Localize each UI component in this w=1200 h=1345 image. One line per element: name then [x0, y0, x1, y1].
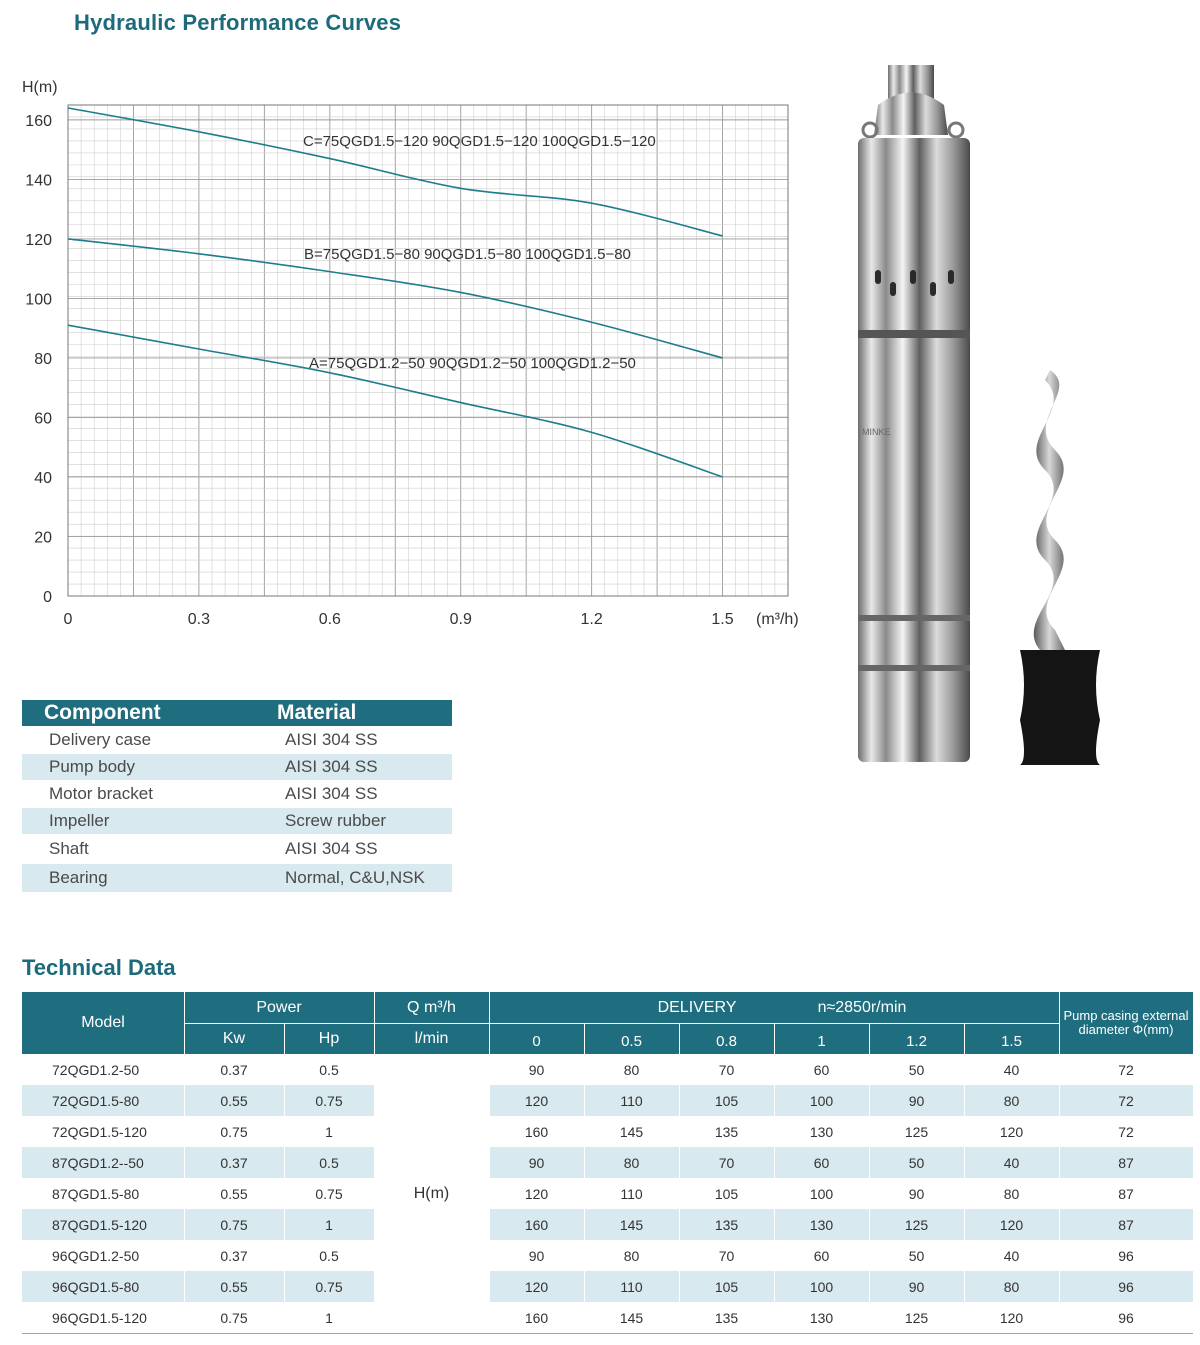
head-value-cell: 100: [809, 1092, 834, 1109]
y-tick-label: 20: [34, 529, 52, 547]
head-value-cell: 80: [1003, 1278, 1020, 1295]
material-row: [22, 726, 452, 754]
pump-ring: [858, 665, 970, 671]
materials-table: [22, 700, 452, 892]
head-value-cell: 120: [524, 1185, 549, 1202]
flow-header: 0.5: [621, 1032, 642, 1050]
kw-cell: 0.75: [220, 1123, 248, 1140]
kw-cell: 0.37: [220, 1154, 248, 1171]
diameter-cell: 96: [1118, 1309, 1134, 1326]
head-value-cell: 105: [714, 1092, 739, 1109]
pump-brand-label: MINKE: [862, 427, 891, 437]
x-axis-label: (m³/h): [756, 611, 799, 628]
head-value-cell: 145: [619, 1123, 644, 1140]
kw-cell: 0.37: [220, 1061, 248, 1078]
head-value-cell: 135: [714, 1309, 739, 1326]
table-row: [22, 1302, 1193, 1333]
head-value-cell: 160: [524, 1309, 549, 1326]
rubber-stator: [1020, 650, 1100, 765]
kw-cell: 0.75: [220, 1309, 248, 1326]
delivery-header: DELIVERY: [657, 999, 737, 1016]
chart-grid: [68, 105, 788, 596]
head-value-cell: 40: [1003, 1154, 1020, 1171]
material-row: [22, 754, 452, 780]
head-value-cell: 80: [623, 1154, 640, 1171]
lifting-eye-right: [949, 123, 963, 137]
power-header: Power: [256, 999, 302, 1016]
flow-header: 0: [532, 1032, 541, 1050]
component-header: Component: [44, 701, 161, 724]
pump-ring: [858, 330, 970, 338]
hp-cell: 0.75: [315, 1278, 343, 1295]
hp-cell: 0.75: [315, 1092, 343, 1109]
head-value-cell: 80: [623, 1247, 640, 1264]
diameter-cell: 72: [1118, 1092, 1134, 1109]
y-tick-label: 0: [43, 589, 52, 606]
head-value-cell: 110: [620, 1092, 643, 1109]
material-row: [22, 808, 452, 834]
head-value-cell: 130: [809, 1216, 834, 1233]
head-value-cell: 120: [524, 1278, 549, 1295]
model-cell: 72QGD1.5-80: [52, 1092, 140, 1109]
x-tick-label: 0.9: [449, 611, 472, 628]
speed-header: n≈2850r/min: [817, 999, 907, 1016]
model-cell: 87QGD1.2--50: [52, 1154, 144, 1171]
model-cell: 96QGD1.5-80: [52, 1278, 140, 1295]
diameter-cell: 72: [1118, 1123, 1134, 1140]
head-value-cell: 110: [620, 1185, 643, 1202]
table-row: [22, 1147, 1193, 1178]
head-value-cell: 50: [908, 1247, 925, 1264]
model-cell: 72QGD1.5-120: [52, 1123, 147, 1140]
y-tick-label: 80: [34, 350, 52, 368]
head-value-cell: 90: [908, 1092, 925, 1109]
flow-header: 1.2: [906, 1032, 927, 1050]
hp-cell: 0.5: [319, 1154, 339, 1171]
head-value-cell: 60: [813, 1154, 830, 1171]
x-tick-label: 1.5: [711, 611, 734, 628]
head-value-cell: 120: [524, 1092, 549, 1109]
component-cell: Motor bracket: [49, 784, 153, 803]
head-value-cell: 80: [1003, 1092, 1020, 1109]
y-tick-label: 40: [34, 469, 52, 487]
diameter-cell: 72: [1118, 1061, 1134, 1078]
table-row: [22, 1085, 1193, 1116]
head-value-cell: 145: [619, 1309, 644, 1326]
head-value-cell: 60: [813, 1061, 830, 1078]
component-cell: Pump body: [49, 757, 135, 776]
hp-cell: 0.75: [315, 1185, 343, 1202]
component-cell: Shaft: [49, 839, 89, 858]
table-row: [22, 1178, 1193, 1209]
head-value-cell: 90: [528, 1154, 545, 1171]
head-value-cell: 160: [524, 1123, 549, 1140]
head-value-cell: 40: [1003, 1061, 1020, 1078]
hp-header: Hp: [318, 1030, 340, 1047]
material-cell: AISI 304 SS: [285, 730, 378, 749]
head-value-cell: 90: [908, 1278, 925, 1295]
head-value-cell: 125: [904, 1216, 929, 1233]
head-value-cell: 135: [714, 1216, 739, 1233]
kw-header: Kw: [222, 1030, 246, 1047]
x-tick-label: 1.2: [580, 611, 603, 628]
hp-cell: 0.5: [319, 1247, 339, 1264]
hp-cell: 1: [325, 1309, 333, 1326]
hp-cell: 1: [325, 1216, 333, 1233]
head-value-cell: 125: [904, 1309, 929, 1326]
table-row: [22, 1271, 1193, 1302]
y-tick-label: 120: [25, 231, 52, 249]
diameter-cell: 96: [1118, 1278, 1134, 1295]
head-value-cell: 90: [528, 1061, 545, 1078]
y-tick-label: 140: [25, 172, 52, 190]
q-header: Q m³/h: [407, 999, 456, 1016]
head-value-cell: 130: [809, 1123, 834, 1140]
head-value-cell: 70: [718, 1154, 735, 1171]
series-label: C=75QGD1.5−120 90QGD1.5−120 100QGD1.5−120: [303, 133, 656, 150]
pump-ring: [858, 615, 970, 621]
technical-table: [22, 992, 1193, 1333]
lmin-header: l/min: [414, 1030, 449, 1047]
head-value-cell: 50: [908, 1154, 925, 1171]
table-row: [22, 1240, 1193, 1271]
hp-cell: 1: [325, 1123, 333, 1140]
diameter-cell: 87: [1118, 1216, 1134, 1233]
model-cell: 87QGD1.5-120: [52, 1216, 147, 1233]
model-header: Model: [81, 1014, 125, 1031]
head-value-cell: 80: [1003, 1185, 1020, 1202]
y-tick-label: 100: [25, 291, 52, 309]
material-cell: AISI 304 SS: [285, 839, 378, 858]
head-value-cell: 100: [809, 1185, 834, 1202]
component-cell: Delivery case: [49, 730, 152, 749]
head-value-cell: 70: [718, 1247, 735, 1264]
material-header: Material: [277, 701, 357, 724]
model-cell: 87QGD1.5-80: [52, 1185, 140, 1202]
head-value-cell: 90: [528, 1247, 545, 1264]
head-value-cell: 110: [620, 1278, 643, 1295]
x-tick-label: 0.6: [318, 611, 341, 628]
table-row: [22, 1209, 1193, 1240]
screw-rotor: [1034, 370, 1065, 650]
head-value-cell: 160: [524, 1216, 549, 1233]
pump-photo: [830, 60, 1130, 780]
pump-top-cap: [874, 93, 948, 136]
chart-frame: [68, 105, 788, 596]
material-row: [22, 780, 452, 808]
head-value-cell: 120: [999, 1123, 1024, 1140]
head-value-cell: 40: [1003, 1247, 1020, 1264]
material-cell: Screw rubber: [285, 811, 387, 830]
hm-unit-label: H(m): [374, 1054, 489, 1333]
y-tick-label: 160: [25, 112, 52, 130]
head-value-cell: 135: [714, 1123, 739, 1140]
y-tick-label: 60: [34, 410, 52, 428]
materials-header: [22, 700, 452, 726]
material-cell: AISI 304 SS: [285, 757, 378, 776]
material-row: [22, 864, 452, 892]
table-row: [22, 1116, 1193, 1147]
y-axis-label: H(m): [22, 79, 58, 96]
model-cell: 96QGD1.2-50: [52, 1247, 140, 1264]
head-value-cell: 105: [714, 1278, 739, 1295]
flow-header: 1: [817, 1032, 826, 1050]
model-cell: 96QGD1.5-120: [52, 1309, 147, 1326]
head-value-cell: 125: [904, 1123, 929, 1140]
component-cell: Bearing: [49, 868, 108, 887]
series-label: A=75QGD1.2−50 90QGD1.2−50 100QGD1.2−50: [309, 355, 636, 372]
kw-cell: 0.37: [220, 1247, 248, 1264]
casing-header: Pump casing external diameter Φ(mm): [1063, 1008, 1189, 1037]
material-row: [22, 834, 452, 864]
x-tick-label: 0: [63, 611, 73, 628]
head-value-cell: 105: [714, 1185, 739, 1202]
diameter-cell: 87: [1118, 1154, 1134, 1171]
hydraulic-title: Hydraulic Performance Curves: [74, 10, 402, 35]
flow-header: 0.8: [716, 1032, 737, 1050]
series-label: B=75QGD1.5−80 90QGD1.5−80 100QGD1.5−80: [304, 246, 631, 263]
head-value-cell: 60: [813, 1247, 830, 1264]
performance-chart: [0, 60, 820, 650]
diameter-cell: 96: [1118, 1247, 1134, 1264]
head-value-cell: 70: [718, 1061, 735, 1078]
kw-cell: 0.55: [220, 1185, 248, 1202]
kw-cell: 0.55: [220, 1092, 248, 1109]
head-value-cell: 50: [908, 1061, 925, 1078]
model-cell: 72QGD1.2-50: [52, 1061, 140, 1078]
technical-header: [22, 992, 1193, 1054]
table-row: [22, 1054, 1193, 1085]
hp-cell: 0.5: [319, 1061, 339, 1078]
diameter-cell: 87: [1118, 1185, 1134, 1202]
head-value-cell: 120: [999, 1216, 1024, 1233]
kw-cell: 0.55: [220, 1278, 248, 1295]
x-tick-label: 0.3: [187, 611, 211, 628]
head-value-cell: 145: [619, 1216, 644, 1233]
head-value-cell: 100: [809, 1278, 834, 1295]
head-value-cell: 80: [623, 1061, 640, 1078]
flow-header: 1.5: [1001, 1032, 1022, 1050]
technical-title: Technical Data: [22, 955, 176, 980]
head-value-cell: 120: [999, 1309, 1024, 1326]
head-value-cell: 90: [908, 1185, 925, 1202]
head-value-cell: 130: [809, 1309, 834, 1326]
material-cell: Normal, C&U,NSK: [285, 868, 425, 887]
component-cell: Impeller: [49, 811, 110, 830]
material-cell: AISI 304 SS: [285, 784, 378, 803]
kw-cell: 0.75: [220, 1216, 248, 1233]
